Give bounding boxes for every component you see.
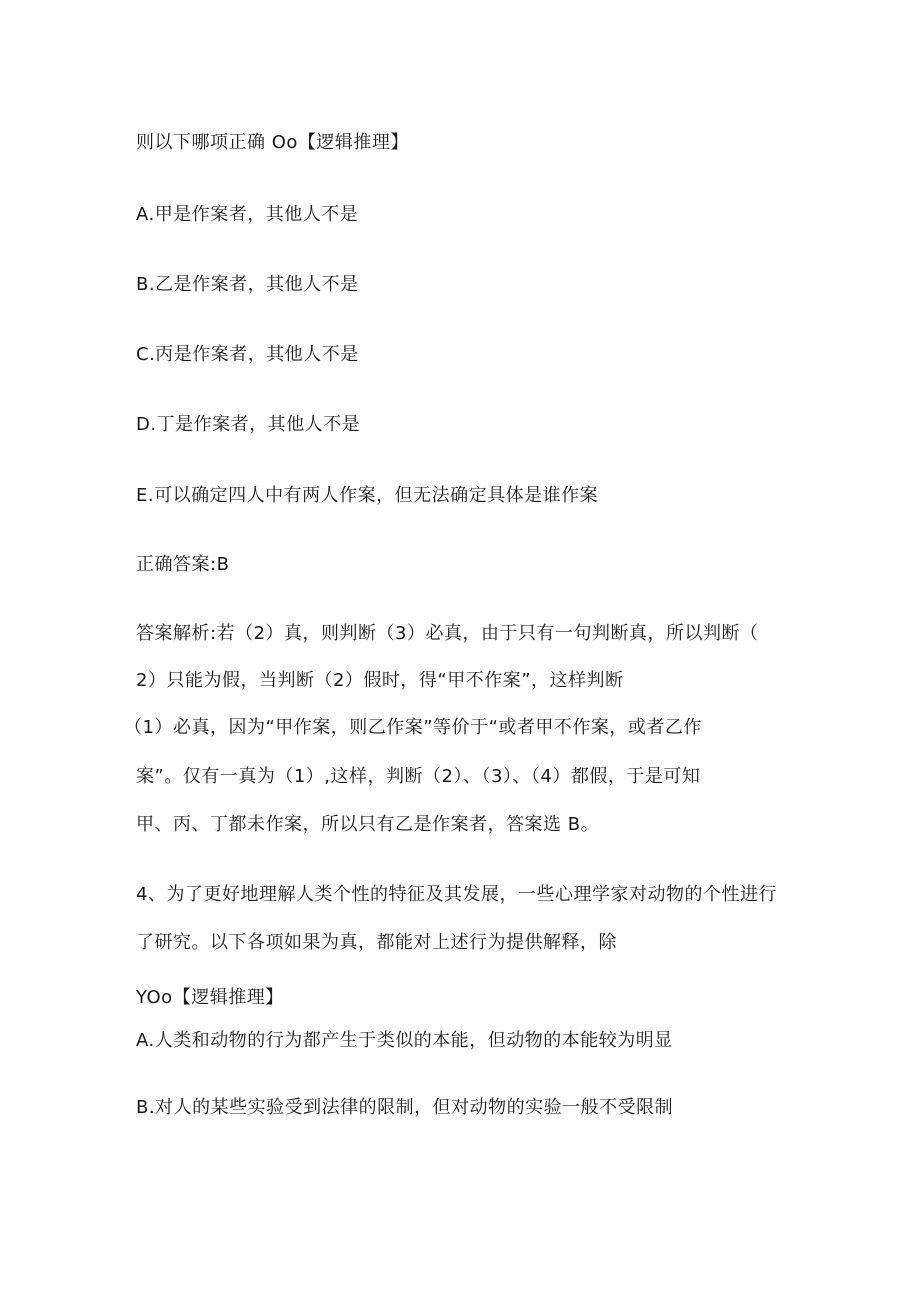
- option-b: B.乙是作案者，其他人不是: [136, 274, 359, 295]
- analysis-line: 案”。仅有一真为（1）,这样，判断（2）、（3）、（4）都假，于是可知: [136, 766, 701, 787]
- question-stem: 则以下哪项正确 Oo【逻辑推理】: [136, 132, 409, 153]
- option-c: C.丙是作案者，其他人不是: [136, 344, 359, 365]
- analysis-line: 甲、丙、丁都未作案，所以只有乙是作案者，答案选 B。: [136, 814, 600, 835]
- option-d: D.丁是作案者，其他人不是: [136, 414, 361, 435]
- correct-answer: 正确答案:B: [136, 554, 230, 575]
- analysis-line: 答案解析:若（2）真，则判断（3）必真，由于只有一句判断真，所以判断（: [136, 623, 759, 644]
- question-4-stem: YOo【逻辑推理】: [136, 987, 284, 1008]
- option-a: A.甲是作案者，其他人不是: [136, 204, 359, 225]
- question-4-stem: 了研究。以下各项如果为真，都能对上述行为提供解释，除: [136, 932, 617, 953]
- analysis-line: （1）必真，因为“甲作案，则乙作案”等价于“或者甲不作案，或者乙作: [124, 717, 702, 738]
- question-4-stem: 4、为了更好地理解人类个性的特征及其发展，一些心理学家对动物的个性进行: [136, 884, 777, 905]
- option-e: E.可以确定四人中有两人作案，但无法确定具体是谁作案: [136, 485, 599, 506]
- analysis-line: 2）只能为假，当判断（2）假时，得“甲不作案”，这样判断: [136, 670, 624, 691]
- q4-option-b: B.对人的某些实验受到法律的限制，但对动物的实验一般不受限制: [136, 1097, 674, 1118]
- q4-option-a: A.人类和动物的行为都产生于类似的本能，但动物的本能较为明显: [136, 1030, 673, 1051]
